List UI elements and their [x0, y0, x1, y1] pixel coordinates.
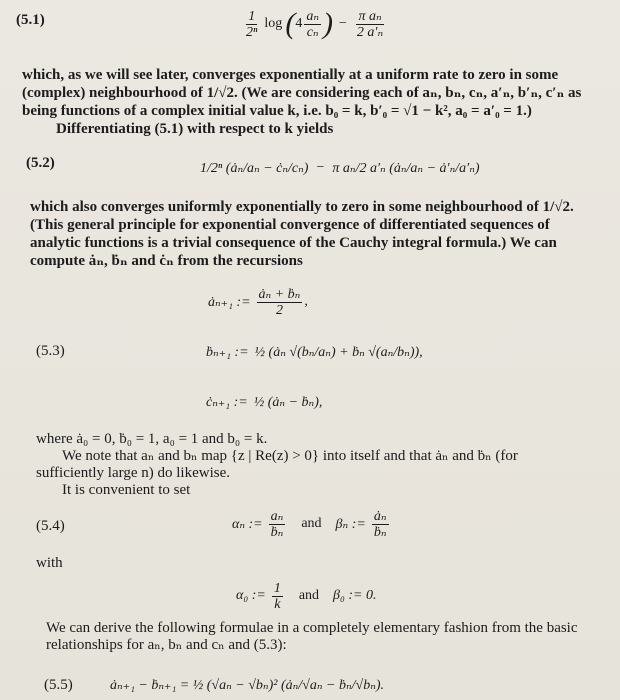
text-line: with	[36, 555, 63, 571]
recursion-row-b	[206, 332, 423, 372]
recursion-row-a: ȧₙ₊₁ := $\frac{\text{ȧₙ + ḃₙ}}{2}$ ,	[208, 286, 308, 318]
frac-denominator: cₙ	[306, 24, 319, 40]
lhs: ȧₙ₊₁ :=	[208, 294, 251, 310]
frac-denominator: 2ⁿ	[246, 24, 258, 40]
lhs: αₙ :=	[232, 516, 263, 532]
initial-values	[236, 578, 377, 614]
expression: ȧₙ₊₁ − ḃₙ₊₁ = ½ (√aₙ − √bₙ)² (ȧₙ/√aₙ − ḃₙ/√bₙ).	[110, 677, 385, 693]
equation-5-5	[110, 672, 384, 698]
text-line: (This general principle for exponential convergence of differentiated sequences of	[30, 217, 550, 233]
connector-word: and	[298, 588, 320, 603]
text-line: We can derive the following formulae in a completely elementary fashion from the basic	[46, 620, 578, 636]
frac-numerator: aₙ	[270, 508, 284, 524]
text-line: which also converges uniformly exponentially to zero in some neighbourhood of 1/√2.	[30, 199, 574, 215]
text-line: sufficiently large n) do likewise.	[36, 465, 230, 481]
equation-label: (5.4)	[36, 518, 65, 534]
expression-part: π aₙ/2 a′ₙ (ȧₙ/aₙ − ȧ′ₙ/a′ₙ)	[332, 160, 480, 176]
rhs: ½ (ȧₙ − ḃₙ),	[253, 394, 323, 410]
equation-label: (5.5)	[44, 677, 73, 693]
frac-numerator: ȧₙ + ḃₙ	[258, 286, 301, 302]
frac-numerator: π aₙ	[358, 8, 382, 24]
frac-denominator: k	[274, 596, 281, 612]
text-line: compute ȧₙ, ḃₙ and ċₙ from the recursions	[30, 253, 303, 269]
frac-denominator: ḃₙ	[373, 524, 387, 540]
rhs: β₀ := 0.	[333, 588, 377, 603]
frac-numerator: aₙ	[306, 8, 319, 24]
constant: 4	[295, 16, 303, 31]
text-line: analytic functions is a trivial consequence of the Cauchy integral formula.) We can	[30, 235, 557, 251]
equation-5-2	[200, 148, 480, 188]
log-operator: log	[264, 16, 283, 31]
equation-label: (5.2)	[26, 155, 55, 171]
frac-denominator: 2 a′ₙ	[356, 24, 384, 40]
text-line: being functions of a complex initial value k, i.e. b₀ = k, b′₀ = √1 − k², a₀ = a′₀ = 1.)	[22, 103, 532, 119]
frac-denominator: 2	[275, 302, 283, 318]
expression-part: 1/2ⁿ (ȧₙ/aₙ − ċₙ/cₙ)	[200, 160, 309, 176]
equation-label: (5.3)	[36, 343, 65, 359]
text-line: which, as we will see later, converges exponentially at a uniform rate to zero in some	[22, 67, 559, 83]
text-line: We note that aₙ and bₙ map {z | Re(z) > 0} into itself and that ȧₙ and ḃₙ (for	[62, 448, 518, 464]
text-line: Differentiating (5.1) with respect to k yields	[56, 121, 334, 137]
lhs: α₀ :=	[236, 588, 266, 603]
text-line: relationships for aₙ, bₙ and cₙ and (5.3):	[46, 637, 287, 653]
text-line: where ȧ₀ = 0, ḃ₀ = 1, a₀ = 1 and b₀ = k.	[36, 431, 268, 447]
equation-label: (5.1)	[16, 12, 45, 28]
frac-numerator: 1	[248, 8, 256, 24]
equation-5-1: $\frac{1}{\text{2ⁿ}}$ log ( 4 $\frac{\text{aₙ}}{\text{cₙ}}$ ) − $\frac{\text{π aₙ}}{\text{2 a′ₙ}}$	[246, 7, 384, 40]
lhs: ċₙ₊₁ :=	[206, 394, 248, 410]
lhs: ḃₙ₊₁ :=	[206, 344, 249, 360]
text-line: It is convenient to set	[62, 482, 191, 498]
connector-word: and	[301, 516, 322, 531]
rhs: ½ (ȧₙ √(bₙ/aₙ) + ḃₙ √(aₙ/bₙ)),	[254, 344, 423, 360]
text-line: (complex) neighbourhood of 1/√2. (We are considering each of aₙ, bₙ, cₙ, a′ₙ, b′ₙ, c′ₙ as	[22, 85, 582, 101]
frac-numerator: 1	[273, 580, 281, 596]
minus-sign: −	[339, 16, 347, 31]
equation-5-4	[232, 504, 391, 544]
lhs: βₙ :=	[335, 516, 366, 532]
recursion-row-c	[206, 384, 322, 420]
frac-numerator: ȧₙ	[373, 508, 387, 524]
minus-sign: −	[316, 160, 325, 175]
frac-denominator: ḃₙ	[270, 524, 284, 540]
